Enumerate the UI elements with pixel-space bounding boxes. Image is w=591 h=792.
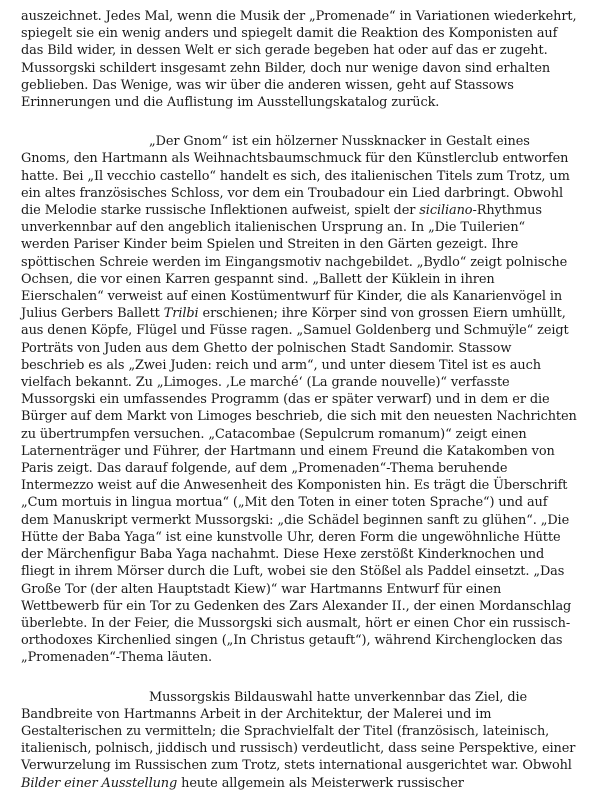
paragraph [21,133,577,666]
paragraph [21,8,577,111]
paragraph-text: erschienen; ihre Körper sind von grossen Eiern umhüllt, aus denen Köpfe, Flügel und Füsse ragen. „Samuel Goldenberg und Schmuÿle“ zeigt Porträts von Juden aus dem Ghetto der polnischen Stadt Sandomir. Stassow beschrieb es als „Zwei Juden: reich und arm“, und unter diesem Titel ist es auch vielfach bekannt. Zu „Limoges. ‚Le marché‘ (La grande nouvelle)“ verfasste Mussorgski ein umfassendes Programm (das er später verwarf) und in dem er die Bürger auf dem Markt von Limoges beschrieb, die sich mit den neuesten Nachrichten zu übertrumpfen versuchen. „Catacombae (Sepulcrum romanum)“ zeigt einen Laternenträger und Führer, der Hartmann und einem Freund die Katakomben von Paris zeigt. Das darauf folgende, auf dem „Promenaden“-Thema beruhende Intermezzo weist auf die Anwesenheit des Komponisten hin. Es trägt die Überschrift „Cum mortuis in lingua mortua“ („Mit den Toten in einer toten Sprache“) und auf dem Manuskript vermerkt Mussorgski: „die Schädel beginnen sanft zu glühen“. „Die Hütte der Baba Yaga“ ist eine kunstvolle Uhr, deren Form die ungewöhnliche Hütte der Märchenfigur Baba Yaga nachahmt. Diese Hexe zerstößt Kinderknochen und fliegt in ihrem Mörser durch die Luft, wobei sie den Stößel als Paddel einsetzt. „Das Große Tor (der alten Hauptstadt Kiew)“ war Hartmanns Entwurf für einen Wettbewerb für ein Tor zu Gedenken des Zars Alexander II., der einen Mordanschlag überlebte. In der Feier, die Mussorgski sich ausmalt, hört er einen Chor ein russisch-orthodoxes Kirchenlied singen („In Christus getauft“), während Kirchenglocken das „Promenaden“-Thema läuten. [21,306,577,666]
paragraph-text: „Der Gnom“ ist ein hölzerner Nussknacker in Gestalt eines Gnoms, den Hartmann als Weihnachtsbaumschmuck für den Künstlerclub entworfen hatte. Bei „Il vecchio castello“ handelt es sich, des italienischen Titels zum Trotz, um ein altes französisches Schloss, vor dem ein Troubadour ein Lied darbringt. Obwohl die Melodie starke russische Inflektionen aufweist, spielt der [21,134,570,219]
document-page [21,8,577,792]
paragraph-text: -Rhythmus unverkennbar auf den angeblich italienischen Ursprung an. In „Die Tuilerien“ werden Pariser Kinder beim Spielen und Streiten in den Gärten gezeigt. Ihre spöttischen Schreie werden im Eingangsmotiv nachgebildet. „Bydlo“ zeigt polnische Ochsen, die vor einen Karren gespannt sind. „Ballett der Küklein in ihren Eierschalen“ verweist auf einen Kostümentwurf für Kinder, die als Kanarienvögel in Julius Gerbers Ballett [21,203,568,322]
paragraph [21,689,577,792]
italic-title: Bilder einer Ausstellung [21,775,178,791]
paragraph-text: auszeichnet. Jedes Mal, wenn die Musik der „Promenade“ in Variationen wiederkehrt, spiegelt sie ein wenig anders und spiegelt damit die Reaktion des Komponisten auf das Bild wider, in dessen Welt er sich gerade begeben hat oder auf das er zugeht. Mussorgski schildert insgesamt zehn Bilder, doch nur wenige davon sind erhalten geblieben. Das Wenige, was wir über die anderen wissen, geht auf Stassows Erinnerungen und die Auflistung im Ausstellungskatalog zurück. [21,9,577,111]
paragraph-text: heute allgemein als Meisterwerk russischer [177,775,464,791]
italic-term: siciliano [419,203,473,219]
paragraph-text: Mussorgskis Bildauswahl hatte unverkennbar das Ziel, die Bandbreite von Hartmanns Arbeit in der Architektur, der Malerei und im Gestalterischen zu vermitteln; die Sprachvielfalt der Titel (französisch, lateinisch, italienisch, polnisch, jiddisch und russisch) verdeutlicht, dass seine Perspektive, einer Verwurzelung im Russischen zum Trotz, stets international ausgerichtet war. Obwohl [21,689,576,774]
italic-title: Trilbi [163,306,199,322]
